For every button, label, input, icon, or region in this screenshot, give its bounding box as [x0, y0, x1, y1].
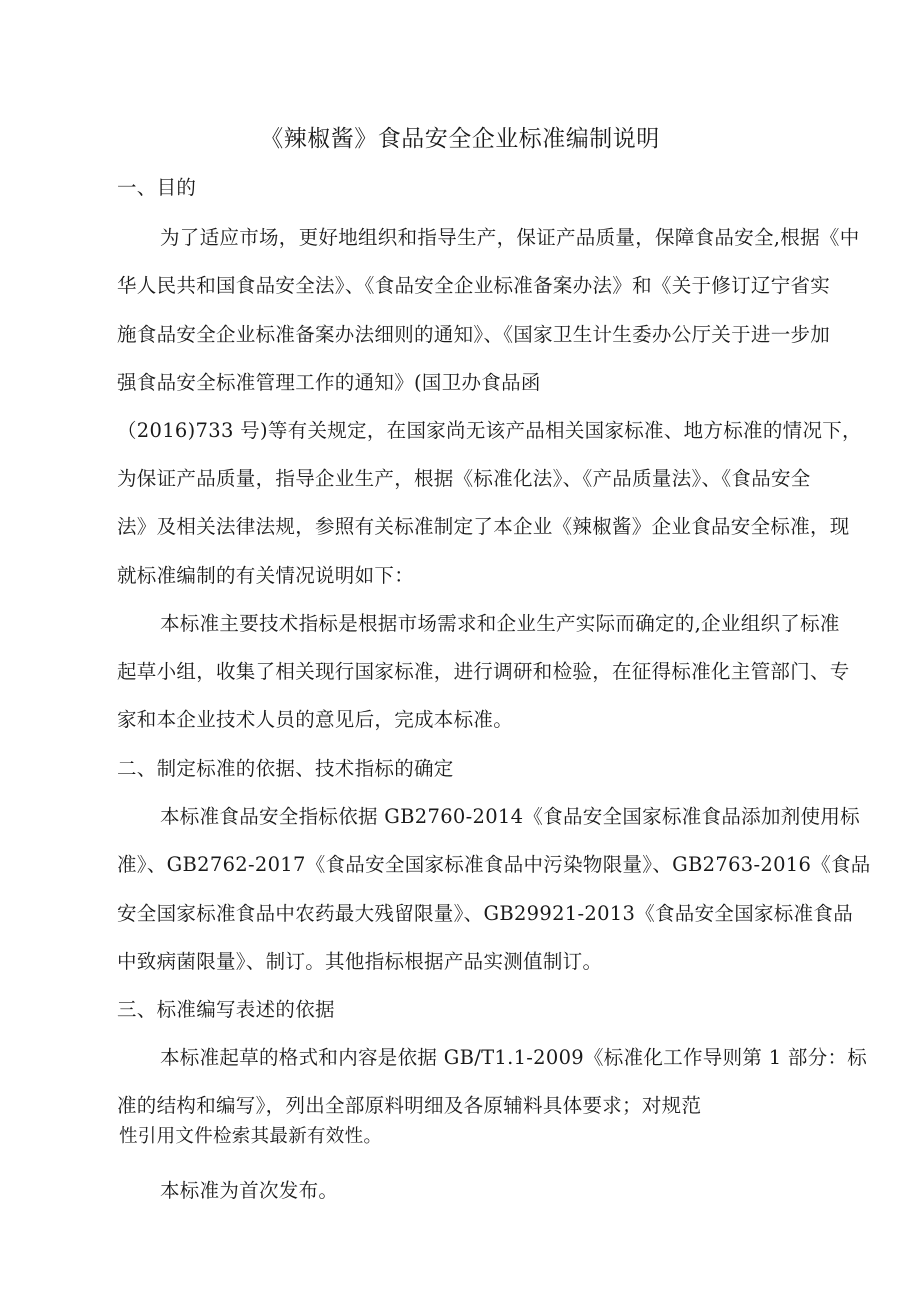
paragraph-line: 本标准为首次发布。: [160, 1179, 339, 1202]
paragraph-line: 家和本企业技术人员的意见后，完成本标准。: [117, 708, 514, 731]
section-heading-basis: 二、制定标准的依据、技术指标的确定: [117, 757, 454, 780]
paragraph-line: 安全国家标准食品中农药最大残留限量》、GB29921-2013《食品安全国家标准食品: [117, 902, 854, 925]
paragraph-line: 就标准编制的有关情况说明如下：: [117, 564, 415, 587]
paragraph-line: 准的结构和编写》，列出全部原料明细及各原辅料具体要求；对规范: [117, 1094, 702, 1117]
paragraph-line: 本标准起草的格式和内容是依据 GB/T1.1-2009《标准化工作导则第 1 部分：标: [160, 1046, 868, 1069]
paragraph-line: 华人民共和国食品安全法》、《食品安全企业标准备案办法》和《关于修订辽宁省实: [117, 274, 831, 297]
paragraph-line: 法》及相关法律法规，参照有关标准制定了本企业《辣椒酱》企业食品安全标准，现: [117, 515, 850, 538]
paragraph-line: 为了适应市场，更好地组织和指导生产，保证产品质量，保障食品安全,根据《中: [160, 226, 860, 249]
paragraph-line: 性引用文件检索其最新有效性。: [119, 1126, 383, 1147]
document-title: 《辣椒酱》食品安全企业标准编制说明: [260, 126, 660, 152]
paragraph-line: 本标准主要技术指标是根据市场需求和企业生产实际而确定的,企业组织了标准: [160, 612, 840, 635]
paragraph-line: 强食品安全标准管理工作的通知》(国卫办食品函: [117, 371, 541, 394]
paragraph-line: 准》、GB2762-2017《食品安全国家标准食品中污染物限量》、GB2763-2016《食品: [117, 853, 871, 876]
paragraph-line: 起草小组，收集了相关现行国家标准，进行调研和检验，在征得标准化主管部门、专: [117, 660, 850, 683]
paragraph-line: 中致病菌限量》、制订。其他指标根据产品实测值制订。: [117, 950, 603, 973]
paragraph-line: 为保证产品质量，指导企业生产，根据《标准化法》、《产品质量法》、《食品安全: [117, 467, 811, 490]
paragraph-line: 本标准食品安全指标依据 GB2760-2014《食品安全国家标准食品添加剂使用标: [160, 805, 860, 828]
paragraph-line: （2016)733 号)等有关规定，在国家尚无该产品相关国家标准、地方标准的情况下，: [117, 419, 862, 442]
section-heading-drafting: 三、标准编写表述的依据: [117, 998, 335, 1021]
paragraph-line: 施食品安全企业标准备案办法细则的通知》、《国家卫生计生委办公厅关于进一步加: [117, 323, 831, 346]
section-heading-purpose: 一、目的: [117, 176, 197, 199]
